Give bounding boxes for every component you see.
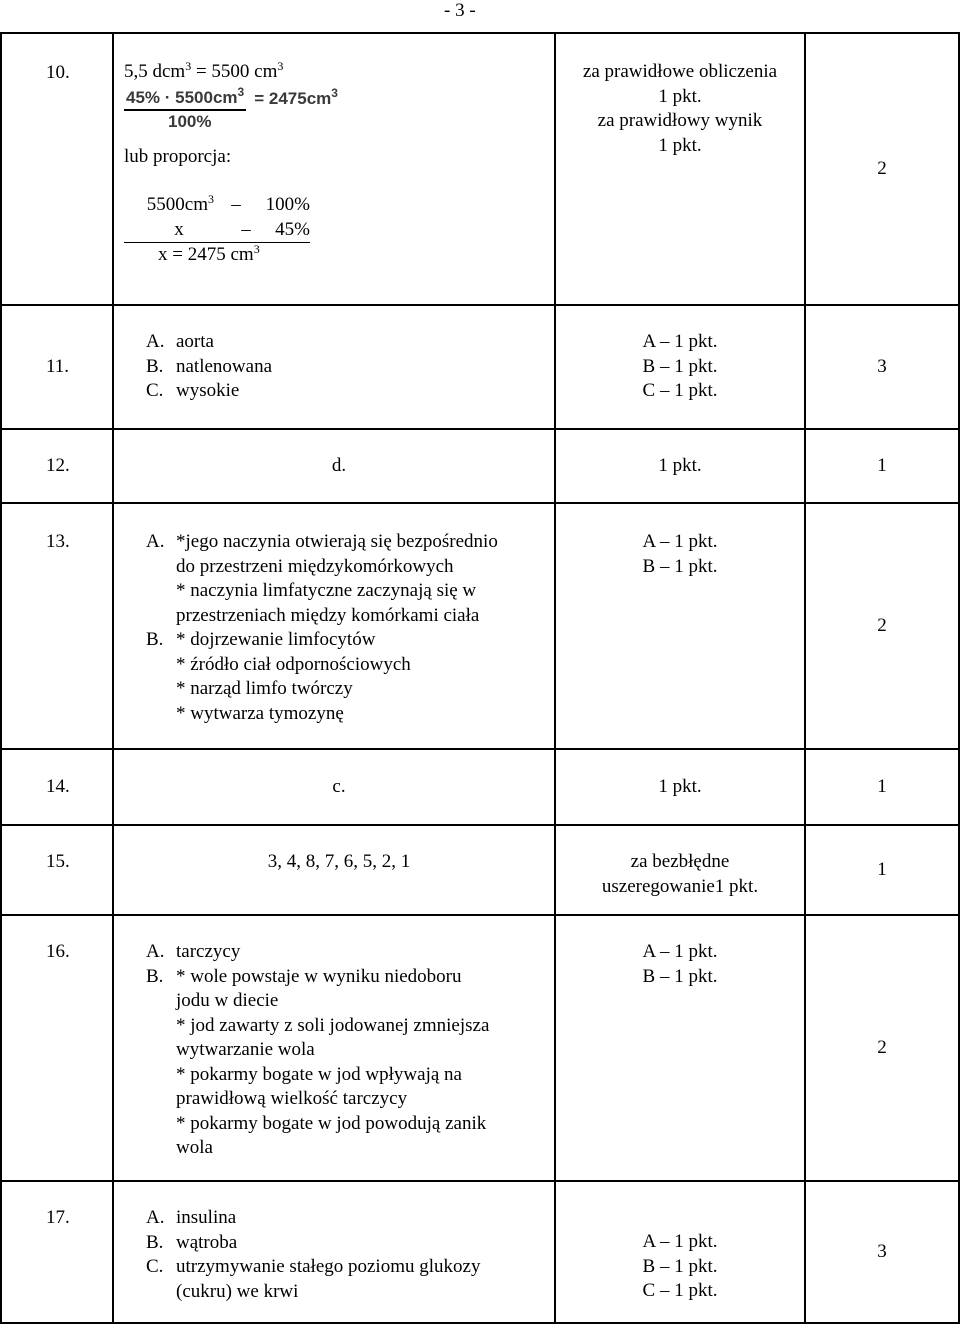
task-answer: A. aorta B. natlenowana C. wysokie xyxy=(113,305,555,429)
task-points: A – 1 pkt. B – 1 pkt. xyxy=(555,915,805,1181)
task-number: 17. xyxy=(1,1181,113,1323)
task-max-points: 3 xyxy=(805,305,959,429)
task-points: A – 1 pkt. B – 1 pkt. xyxy=(555,503,805,749)
task-max-points: 1 xyxy=(805,749,959,825)
task-answer: 3, 4, 8, 7, 6, 5, 2, 1 xyxy=(113,825,555,915)
task-answer: A. insulina B. wątroba C. utrzymywanie stałego poziomu glukozy (cukru) we krwi xyxy=(113,1181,555,1323)
table-row xyxy=(1,915,959,1181)
table-row xyxy=(1,429,959,503)
task-answer: A. tarczycy B. * wole powstaje w wyniku niedoboru jodu w diecie * jod zawarty z soli jodowanej zmniejsza wytwarzanie wola * pokarmy bogate w jod wpływają na prawidłową wielkość tarczycy * pokarmy bogate w jod powodują zanik wola xyxy=(113,915,555,1181)
table-row xyxy=(1,305,959,429)
answer-key-table xyxy=(0,32,960,1324)
task-points: za bezbłędne uszeregowanie1 pkt. xyxy=(555,825,805,915)
task-max-points: 2 xyxy=(805,503,959,749)
task-max-points: 1 xyxy=(805,429,959,503)
task-max-points: 3 xyxy=(805,1181,959,1323)
task-number: 10. xyxy=(1,33,113,305)
task-points: A – 1 pkt. B – 1 pkt. C – 1 pkt. xyxy=(555,1181,805,1323)
task-answer: d. xyxy=(113,429,555,503)
task-number: 15. xyxy=(1,825,113,915)
task-answer: A. *jego naczynia otwierają się bezpośrednio do przestrzeni międzykomórkowych * naczynia limfatyczne zaczynają się w przestrzeniach między komórkami ciała B. * dojrzewanie limfocytów * źródło ciał odpornościowych * narząd limfo twórczy * wytwarza tymozynę xyxy=(113,503,555,749)
task-number: 12. xyxy=(1,429,113,503)
table-row xyxy=(1,749,959,825)
task-points: A – 1 pkt. B – 1 pkt. C – 1 pkt. xyxy=(555,305,805,429)
table-row xyxy=(1,503,959,749)
or-label: lub proporcja: xyxy=(124,145,232,167)
task-max-points: 2 xyxy=(805,915,959,1181)
task-number: 11. xyxy=(1,305,113,429)
calc-line: 5,5 dcm$^3$ = 5500 $cm^3$ xyxy=(124,59,284,82)
proportion: $5500cm^3$ – 100% x – 45% x = 2475 $cm^3$ xyxy=(124,193,310,268)
task-points: 1 pkt. xyxy=(555,749,805,825)
task-number: 14. xyxy=(1,749,113,825)
table-row xyxy=(1,33,959,305)
page-number: - 3 - xyxy=(444,0,476,21)
table-row xyxy=(1,825,959,915)
table-row xyxy=(1,1181,959,1323)
task-max-points: 1 xyxy=(805,825,959,915)
task-answer: c. xyxy=(113,749,555,825)
task-points: za prawidłowe obliczenia 1 pkt. za prawidłowy wynik 1 pkt. xyxy=(555,33,805,305)
task-points: 1 pkt. xyxy=(555,429,805,503)
task-number: 13. xyxy=(1,503,113,749)
fraction-calculation: $\frac{45\% \cdot 5500cm^3}{100\%}$ = $2475cm^3$ xyxy=(126,84,338,131)
task-max-points: 2 xyxy=(805,33,959,305)
task-number: 16. xyxy=(1,915,113,1181)
task-answer xyxy=(113,33,555,305)
